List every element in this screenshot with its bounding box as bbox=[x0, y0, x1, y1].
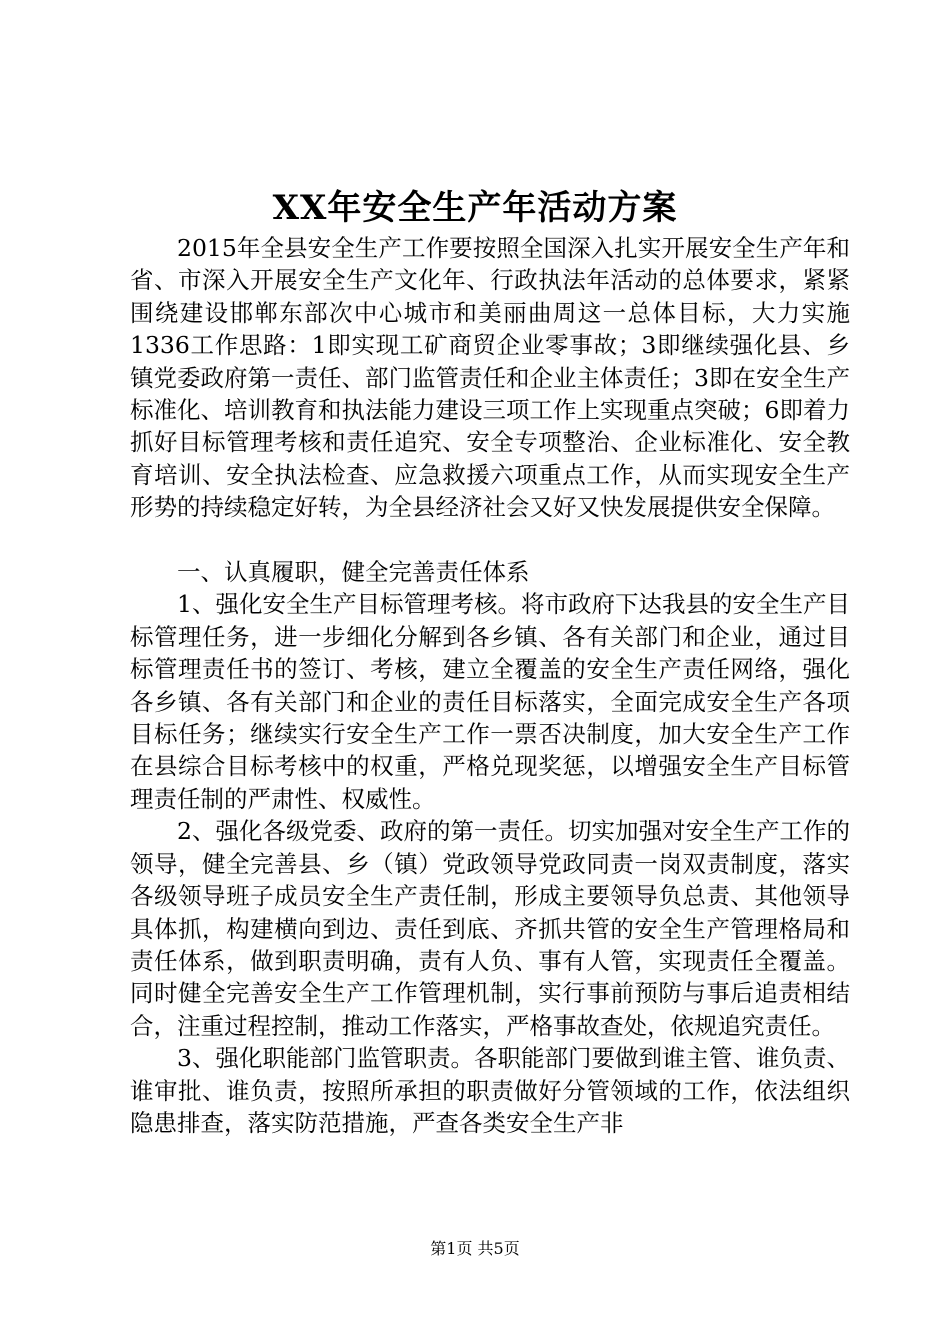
paragraph-spacer bbox=[130, 524, 850, 556]
body-paragraph: 2、强化各级党委、政府的第一责任。切实加强对安全生产工作的领导，健全完善县、乡（镇）党政领导党政同责一岗双责制度，落实各级领导班子成员安全生产责任制，形成主要领导负总责、其他领导具体抓，构建横向到边、责任到底、齐抓共管的安全生产管理格局和责任体系，做到职责明确，责有人负、事有人管，实现责任全覆盖。同时健全完善安全生产工作管理机制，实行事前预防与事后追责相结合，注重过程控制，推动工作落实，严格事故查处，依规追究责任。 bbox=[130, 817, 850, 1040]
body-paragraph: 3、强化职能部门监管职责。各职能部门要做到谁主管、谁负责、谁审批、谁负责，按照所承担的职责做好分管领域的工作，依法组织隐患排查，落实防范措施，严查各类安全生产非 bbox=[130, 1044, 850, 1137]
document-title: XX年安全生产年活动方案 bbox=[272, 188, 678, 228]
page-footer: 第1页 共5页 bbox=[430, 1239, 520, 1258]
section-heading: 一、认真履职，健全完善责任体系 bbox=[177, 558, 530, 587]
document-body bbox=[130, 232, 850, 1139]
intro-paragraph: 2015年全县安全生产工作要按照全国深入扎实开展安全生产年和省、市深入开展安全生产文化年、行政执法年活动的总体要求，紧紧围绕建设邯郸东部次中心城市和美丽曲周这一总体目标，大力实施1336工作思路：1即实现工矿商贸企业零事故；3即继续强化县、乡镇党委政府第一责任、部门监管责任和企业主体责任；3即在安全生产标准化、培训教育和执法能力建设三项工作上实现重点突破；6即着力抓好目标管理考核和责任追究、安全专项整治、企业标准化、安全教育培训、安全执法检查、应急救援六项重点工作，从而实现安全生产形势的持续稳定好转，为全县经济社会又好又快发展提供安全保障。 bbox=[130, 234, 850, 522]
body-paragraph: 1、强化安全生产目标管理考核。将市政府下达我县的安全生产目标管理任务，进一步细化分解到各乡镇、各有关部门和企业，通过目标管理责任书的签订、考核，建立全覆盖的安全生产责任网络，强化各乡镇、各有关部门和企业的责任目标落实，全面完成安全生产各项目标任务；继续实行安全生产工作一票否决制度，加大安全生产工作在县综合目标考核中的权重，严格兑现奖惩，以增强安全生产目标管理责任制的严肃性、权威性。 bbox=[130, 590, 850, 813]
